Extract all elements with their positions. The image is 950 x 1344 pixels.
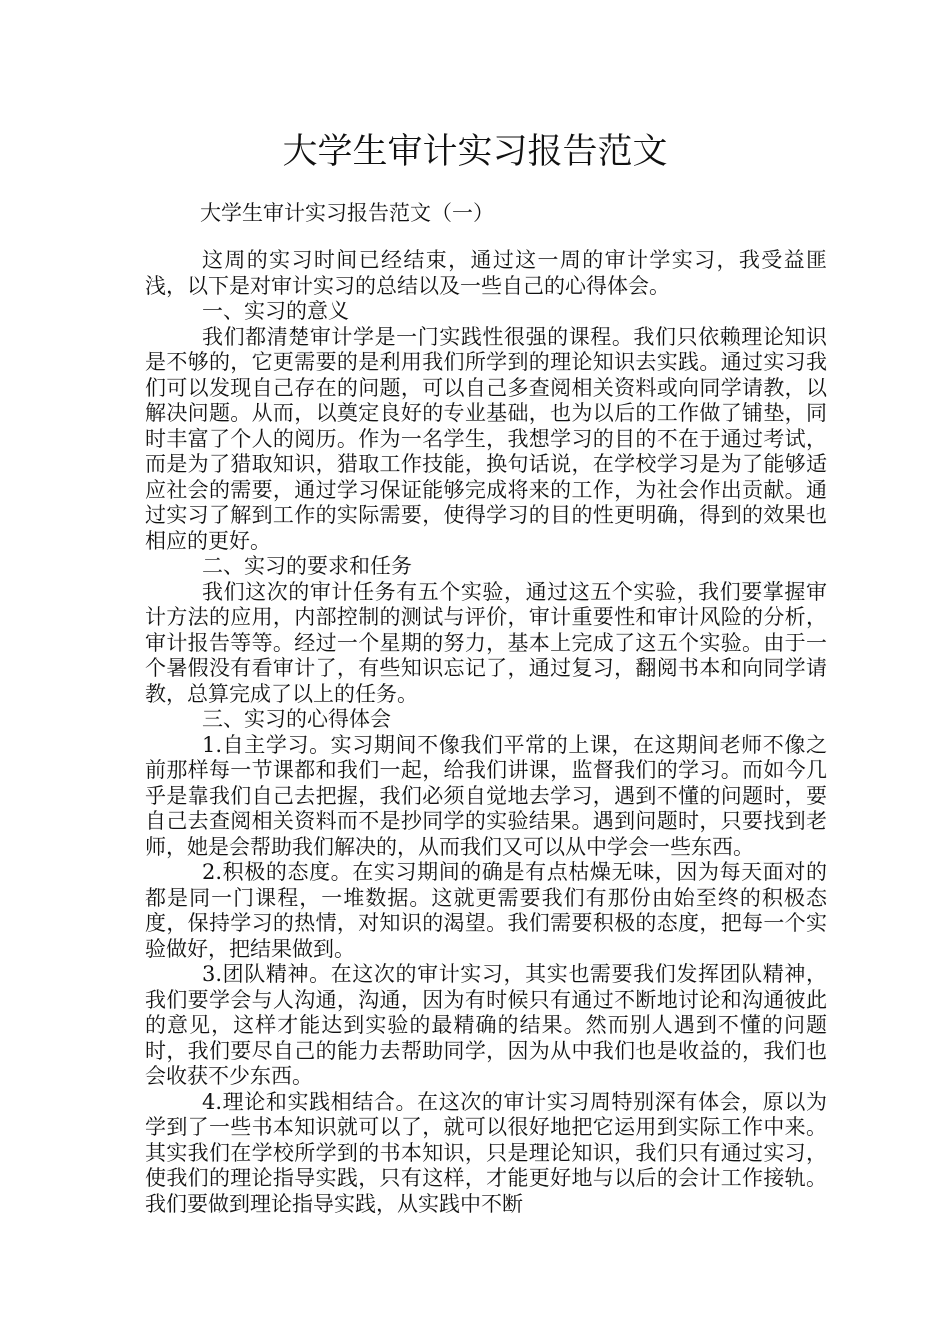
document-title: 大学生审计实习报告范文 [282,132,668,172]
intro-paragraph: 这周的实习时间已经结束，通过这一周的审计学实习，我受益匪浅，以下是对审计实习的总结以及一些自己的心得体会。 [145,248,827,298]
requirements-paragraph: 我们这次的审计任务有五个实验，通过这五个实验，我们要掌握审计方法的应用，内部控制的测试与评价，审计重要性和审计风险的分析，审计报告等等。经过一个星期的努力，基本上完成了这五个实验。由于一个暑假没有看审计了，有些知识忘记了，通过复习，翻阅书本和向同学请教，总算完成了以上的任务。 [145,579,827,706]
section-heading-significance: 一、实习的意义 [202,299,349,323]
section-heading-requirements: 二、实习的要求和任务 [202,554,412,578]
significance-paragraph: 我们都清楚审计学是一门实践性很强的课程。我们只依赖理论知识是不够的，它更需要的是利用我们所学到的理论知识去实践。通过实习我们可以发现自己存在的问题，可以自己多查阅相关资料或向同学请教，以解决问题。从而，以奠定良好的专业基础，也为以后的工作做了铺垫，同时丰富了个人的阅历。作为一名学生，我想学习的目的不在于通过考试，而是为了猎取知识，猎取工作技能，换句话说，在学校学习是为了能够适应社会的需要，通过学习保证能够完成将来的工作，为社会作出贡献。通过实习了解到工作的实际需要，使得学习的目的性更明确，得到的效果也相应的更好。 [145,324,827,553]
section-heading-reflections: 三、实习的心得体会 [202,707,391,731]
document-subtitle: 大学生审计实习报告范文（一） [200,201,494,225]
reflection-item-self-study: 1.自主学习。实习期间不像我们平常的上课，在这期间老师不像之前那样每一节课都和我们一起，给我们讲课，监督我们的学习。而如今几乎是靠我们自己去把握，我们必须自觉地去学习，遇到不懂的问题时，要自己去查阅相关资料而不是抄同学的实验结果。遇到问题时，只要找到老师，她是会帮助我们解决的，从而我们又可以从中学会一些东西。 [145,732,827,859]
reflection-item-theory-practice: 4.理论和实践相结合。在这次的审计实习周特别深有体会，原以为学到了一些书本知识就可以了，就可以很好地把它运用到实际工作中来。其实我们在学校所学到的书本知识，只是理论知识，我们只有通过实习，使我们的理论指导实践，只有这样，才能更好地与以后的会计工作接轨。我们要做到理论指导实践，从实践中不断 [145,1089,827,1216]
document-body [145,248,827,1217]
reflection-item-attitude: 2.积极的态度。在实习期间的确是有点枯燥无味，因为每天面对的都是同一门课程，一堆数据。这就更需要我们有那份由始至终的积极态度，保持学习的热情，对知识的渴望。我们需要积极的态度，把每一个实验做好，把结果做到。 [145,860,827,961]
reflection-item-teamwork: 3.团队精神。在这次的审计实习，其实也需要我们发挥团队精神，我们要学会与人沟通，沟通，因为有时候只有通过不断地讨论和沟通彼此的意见，这样才能达到实验的最精确的结果。然而别人遇到不懂的问题时，我们要尽自己的能力去帮助同学，因为从中我们也是收益的，我们也会收获不少东西。 [145,962,827,1088]
